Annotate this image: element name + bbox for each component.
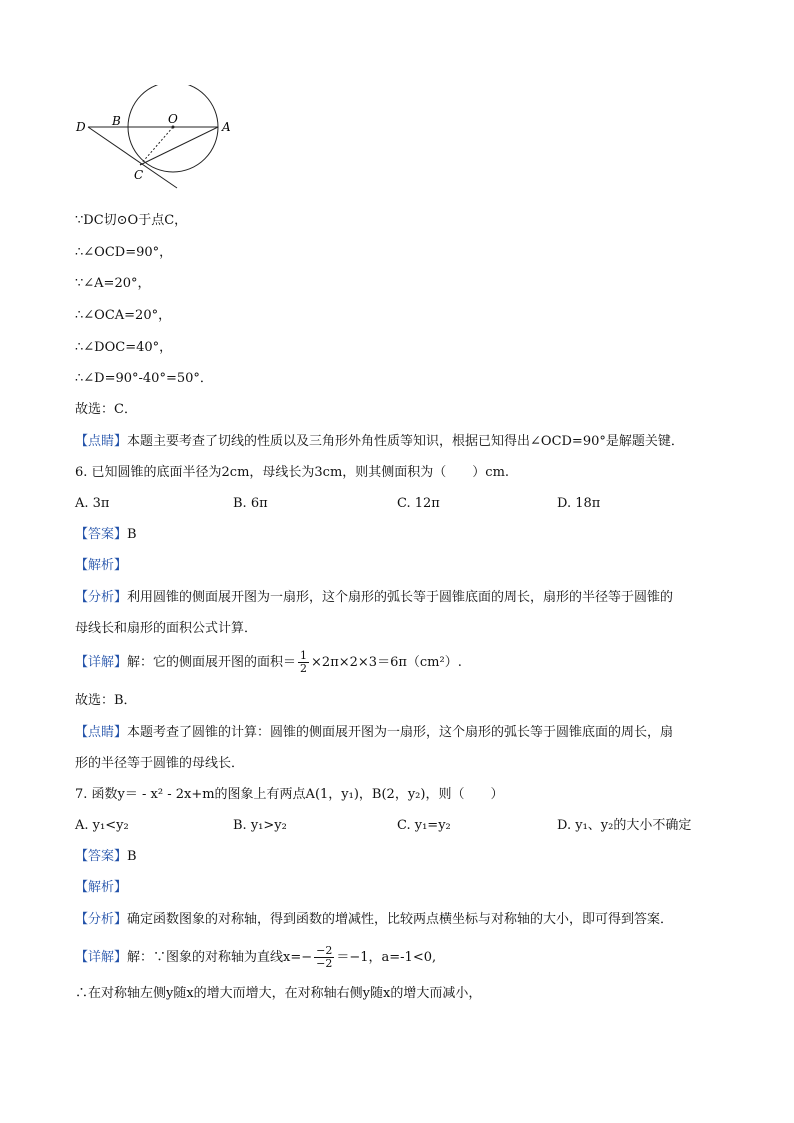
q7-option-c: C. y₁=y₂: [397, 818, 451, 833]
q7-stem: 7. 函数y＝ - x² - 2x+m的图象上有两点A(1，y₁)，B(2，y₂)，则（ ）: [75, 787, 504, 802]
q7-last-line: ∴在对称轴左侧y随x的增大而增大，在对称轴右侧y随x的增大而减小，: [75, 986, 482, 1001]
q7-detail: [75, 945, 436, 970]
detail-post: ＝−1，a=-1<0,: [336, 950, 437, 965]
sol5-line4: ∴∠OCA=20°，: [75, 308, 172, 323]
circle-tangent-figure: [70, 85, 250, 195]
q6-answer: [75, 526, 137, 544]
q6-option-a: A. 3π: [75, 496, 110, 511]
fraction: [314, 945, 334, 970]
sol5-line6: ∴∠D=90°-40°=50°．: [75, 371, 213, 386]
sol5-choose: 故选：C．: [75, 402, 137, 417]
detail-tag: 【详解】: [75, 655, 128, 670]
fraction-numerator: −2: [316, 944, 333, 957]
fenxi-text: 确定函数图象的对称轴，得到函数的增减性，比较两点横坐标与对称轴的大小，即可得到答案．: [127, 912, 674, 927]
q6-comment-line1: [75, 724, 673, 742]
answer-tag: 【答案】: [75, 849, 128, 864]
q6-option-b: B. 6π: [233, 496, 268, 511]
detail-pre: 解：∵图象的对称轴为直线x=−: [127, 950, 313, 965]
q6-detail: [75, 650, 462, 675]
answer-tag: 【答案】: [75, 527, 128, 542]
q6-fenxi-line1: [75, 589, 673, 607]
fenxi-tag: 【分析】: [75, 912, 128, 927]
q7-option-b: B. y₁>y₂: [233, 818, 287, 833]
q6-fenxi-line2: 母线长和扇形的面积公式计算．: [75, 621, 258, 636]
q7-answer: [75, 848, 137, 866]
comment-text: 本题考查了圆锥的计算：圆锥的侧面展开图为一扇形，这个扇形的弧长等于圆锥底面的周长，扇: [127, 725, 674, 740]
label-b: B: [112, 114, 121, 128]
q6-comment-line2: 形的半径等于圆锥的母线长．: [75, 756, 245, 771]
detail-post: ×2π×2×3＝6π（cm²）.: [311, 655, 462, 670]
tangent-line: [88, 127, 177, 188]
label-d: D: [76, 120, 86, 134]
q7-option-a: A. y₁<y₂: [75, 818, 129, 833]
q7-analysis-tag: 【解析】: [75, 880, 128, 895]
comment-text: 本题主要考查了切线的性质以及三角形外角性质等知识，根据已知得出∠OCD=90°是解题关键．: [127, 434, 684, 449]
q6-analysis-tag: 【解析】: [75, 558, 128, 573]
label-o: O: [168, 112, 178, 126]
fenxi-text: 利用圆锥的侧面展开图为一扇形，这个扇形的弧长等于圆锥底面的周长，扇形的半径等于圆锥的: [127, 590, 674, 605]
sol5-line3: ∵∠A=20°，: [75, 276, 151, 291]
q6-option-d: D. 18π: [557, 496, 601, 511]
chord-ca: [140, 127, 218, 165]
sol5-comment: [75, 433, 684, 451]
radius-oc: [140, 127, 173, 165]
comment-tag: 【点睛】: [75, 725, 128, 740]
sol5-line5: ∴∠DOC=40°，: [75, 340, 173, 355]
q6-stem: 6. 已知圆锥的底面半径为2cm，母线长为3cm，则其侧面积为（ ）cm.: [75, 465, 510, 480]
answer-value: B: [127, 849, 137, 864]
sol5-line1: ∵DC切⊙O于点C，: [75, 213, 188, 228]
label-a: A: [222, 120, 231, 134]
detail-pre: 解：它的侧面展开图的面积＝: [127, 655, 297, 670]
q7-fenxi: [75, 911, 673, 929]
fraction-denominator: 2: [300, 662, 308, 675]
comment-tag: 【点睛】: [75, 434, 128, 449]
q6-option-c: C. 12π: [397, 496, 440, 511]
sol5-line2: ∴∠OCD=90°，: [75, 245, 173, 260]
fenxi-tag: 【分析】: [75, 590, 128, 605]
q6-choose: 故选：B．: [75, 693, 137, 708]
q7-option-d: D. y₁、y₂的大小不确定: [557, 818, 692, 833]
detail-tag: 【详解】: [75, 950, 128, 965]
answer-value: B: [127, 527, 137, 542]
label-c: C: [134, 168, 144, 182]
fraction-numerator: 1: [300, 649, 308, 662]
fraction: [298, 650, 309, 675]
fraction-denominator: −2: [316, 957, 333, 970]
